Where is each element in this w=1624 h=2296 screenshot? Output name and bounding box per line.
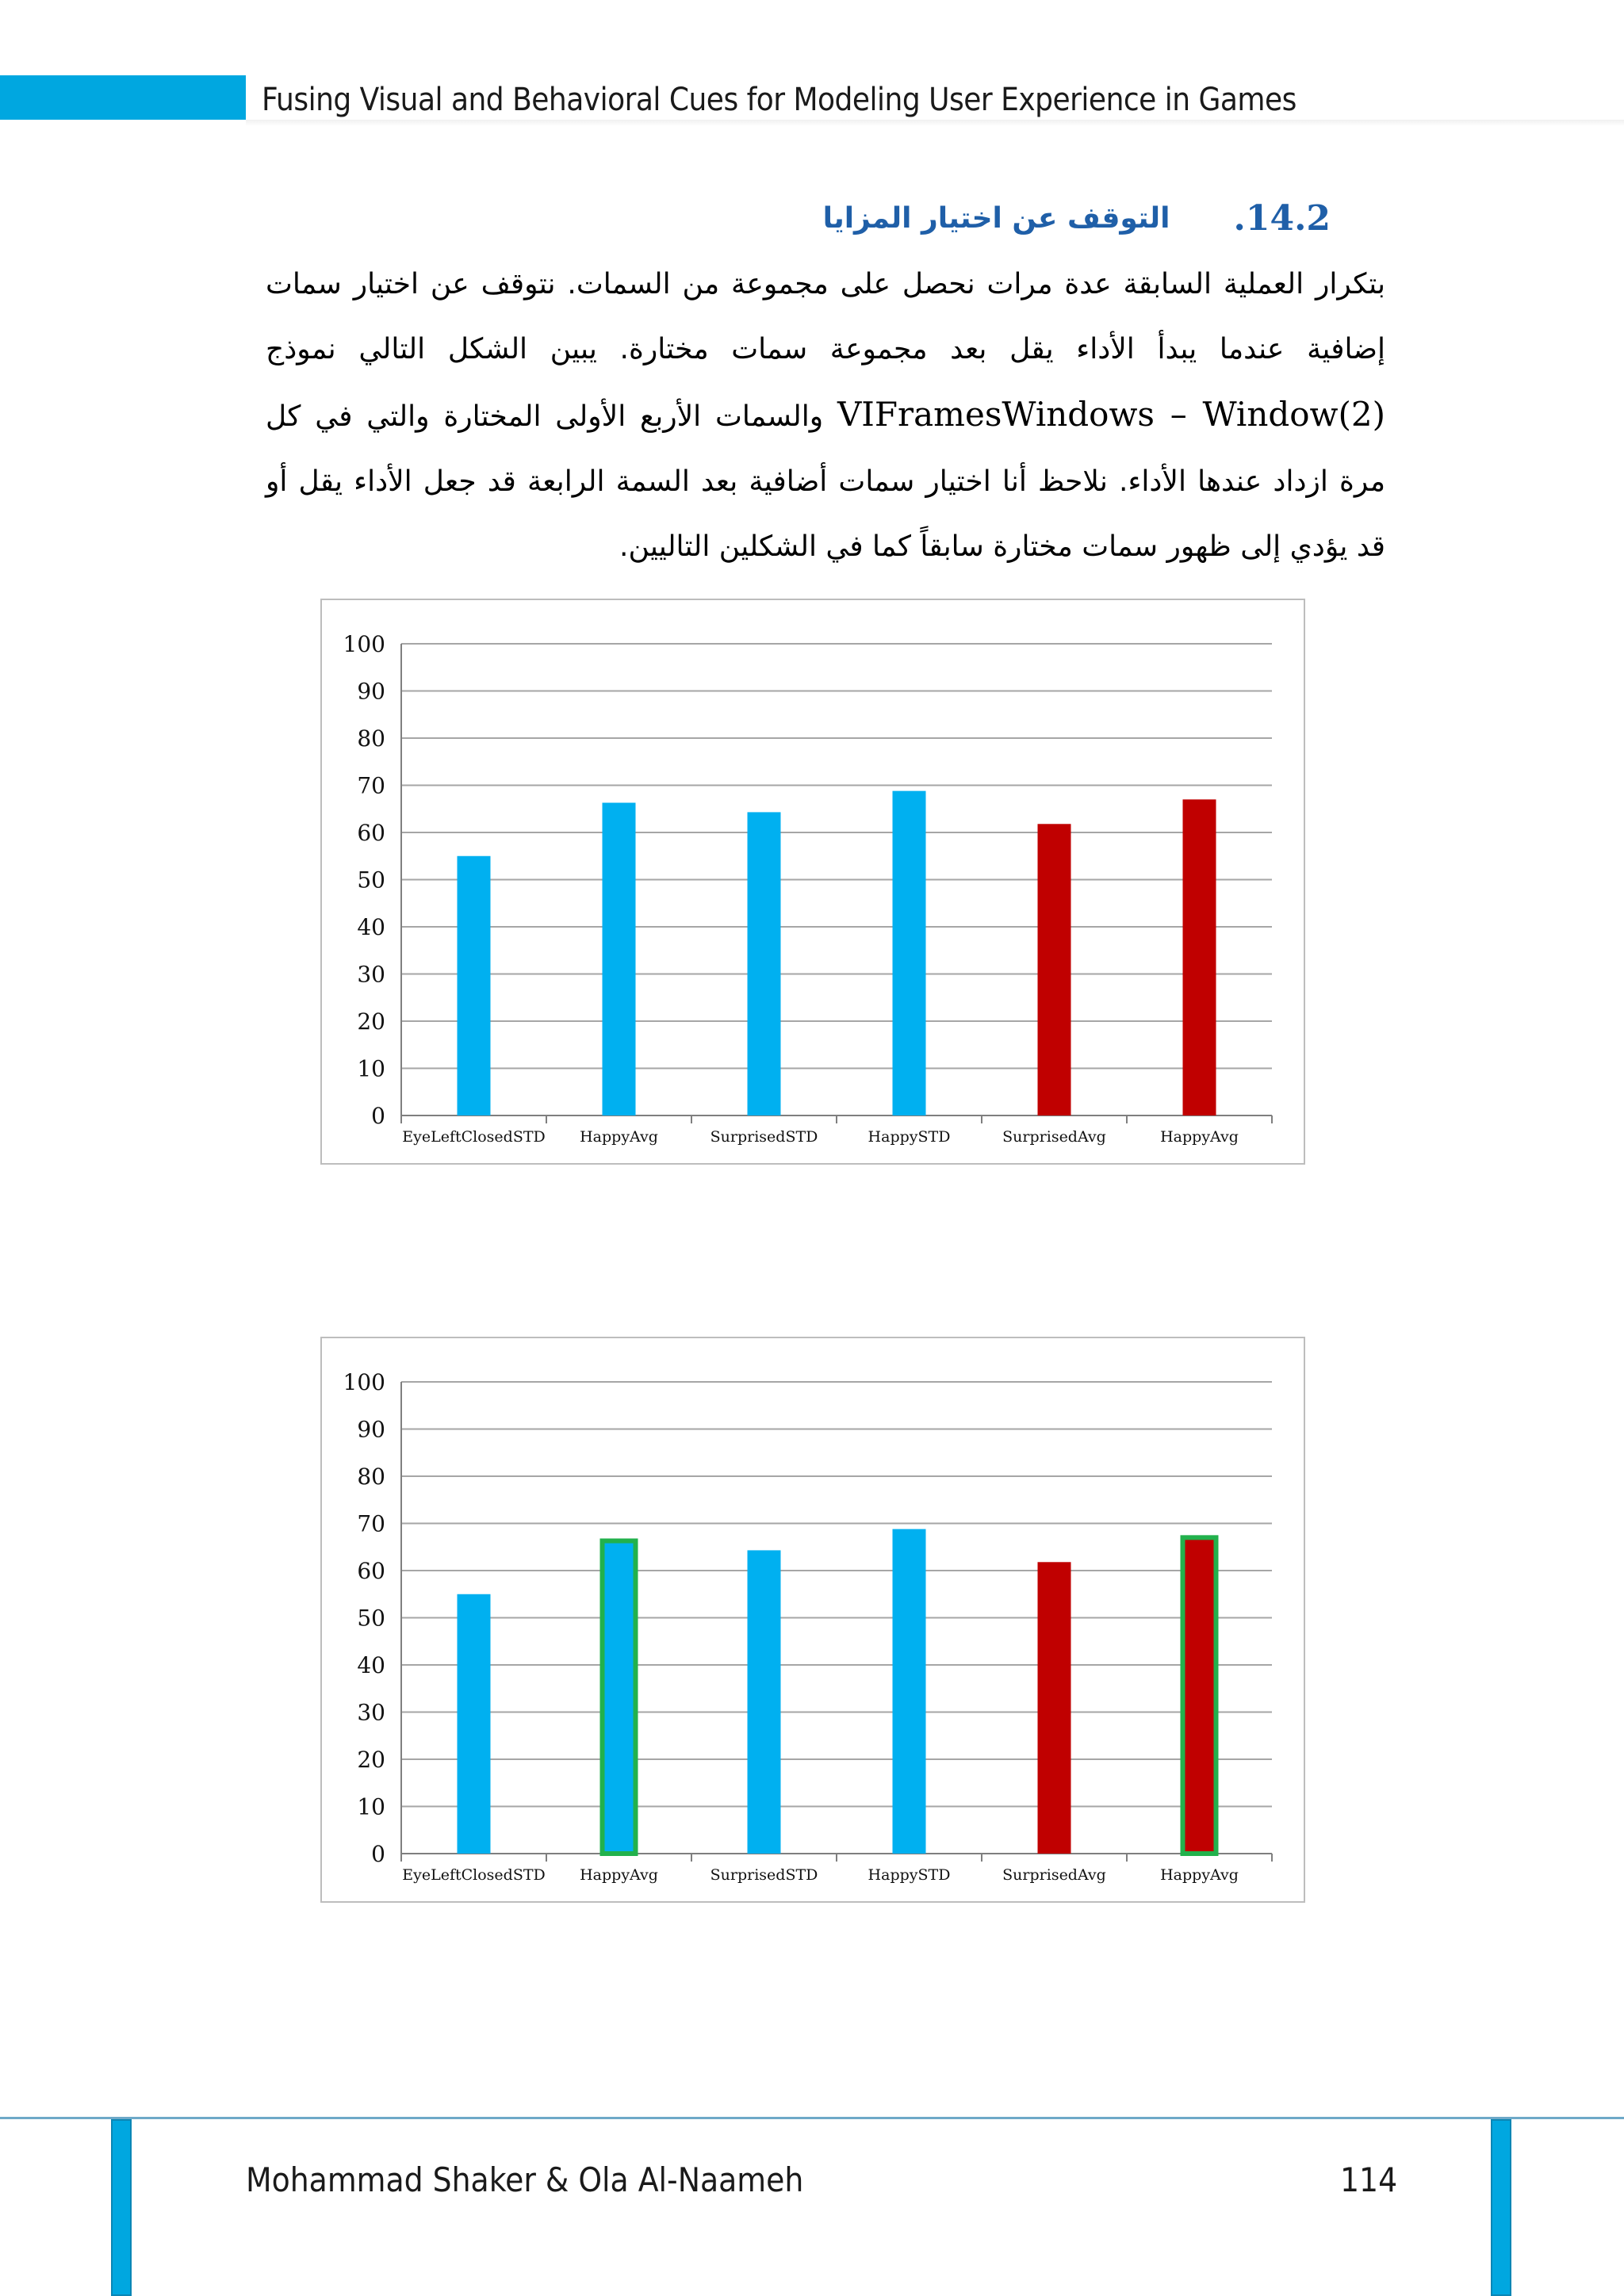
bar [458, 856, 491, 1115]
y-tick-label: 100 [343, 631, 385, 657]
x-tick-label: HappyAvg [1160, 1128, 1239, 1146]
x-tick-label: SurprisedSTD [710, 1128, 818, 1146]
x-tick-label: SurprisedSTD [710, 1866, 818, 1884]
y-tick-label: 0 [371, 1103, 385, 1129]
paragraph-part-2: والسمات الأربع الأولى المختارة والتي في كل مرة ازداد عندها الأداء. نلاحظ أنا اختيار سمات أضافية بعد السمة الرابعة قد جعل الأداء يقل أو قد يؤدي إلى ظهور سمات مختارة سابقاً كما في الشكلين التاليين. [266, 400, 1385, 563]
y-tick-label: 20 [357, 1747, 385, 1773]
y-tick-label: 40 [357, 1652, 385, 1678]
x-tick-label: EyeLeftClosedSTD [402, 1866, 546, 1884]
highlighted-bar [1183, 1537, 1216, 1854]
y-tick-label: 30 [357, 1699, 385, 1726]
page-number: 114 [1340, 2160, 1398, 2199]
y-tick-label: 90 [357, 678, 385, 705]
y-tick-label: 60 [357, 820, 385, 846]
bar [748, 812, 781, 1115]
bar [603, 803, 636, 1115]
bar-chart-1 [322, 600, 1304, 1163]
bar [1183, 799, 1216, 1115]
figure-chart-1 [320, 599, 1305, 1165]
y-tick-label: 30 [357, 961, 385, 988]
section-title: التوقف عن اختيار المزايا [822, 201, 1170, 235]
section-number: .14.2 [1233, 197, 1331, 239]
bar-chart-2 [322, 1338, 1304, 1901]
y-tick-label: 0 [371, 1841, 385, 1867]
bar [893, 1529, 926, 1854]
y-tick-label: 80 [357, 1464, 385, 1490]
model-name: VIFramesWindows – Window(2) [837, 395, 1385, 434]
footer-rule [0, 2117, 1624, 2119]
footer-stripe-right [1491, 2119, 1511, 2296]
paragraph-part-1: بتكرار العملية السابقة عدة مرات نحصل على مجموعة من السمات. نتوقف عن اختيار سمات إضافية عندما يبدأ الأداء يقل بعد مجموعة سمات مختارة. يبين الشكل التالي نموذج [266, 268, 1385, 365]
x-tick-label: EyeLeftClosedSTD [402, 1128, 546, 1146]
x-tick-label: HappySTD [868, 1128, 951, 1146]
y-tick-label: 100 [343, 1369, 385, 1395]
x-tick-label: HappyAvg [580, 1128, 658, 1146]
section-heading [823, 194, 1331, 242]
y-tick-label: 20 [357, 1008, 385, 1035]
bar [1038, 824, 1071, 1115]
y-tick-label: 70 [357, 1510, 385, 1537]
footer-stripe-left [111, 2119, 132, 2296]
y-tick-label: 10 [357, 1793, 385, 1820]
figure-chart-2 [320, 1337, 1305, 1903]
bar [893, 791, 926, 1115]
footer-authors: Mohammad Shaker & Ola Al-Naameh [246, 2160, 804, 2199]
y-tick-label: 80 [357, 725, 385, 752]
y-tick-label: 90 [357, 1416, 385, 1443]
y-tick-label: 50 [357, 867, 385, 894]
x-tick-label: SurprisedAvg [1002, 1866, 1106, 1884]
bar [1038, 1562, 1071, 1854]
body-paragraph [266, 252, 1385, 580]
x-tick-label: HappyAvg [580, 1866, 658, 1884]
header-shade [246, 120, 1624, 126]
highlighted-bar [603, 1541, 636, 1854]
y-tick-label: 10 [357, 1055, 385, 1082]
bar [458, 1594, 491, 1854]
running-header-title: Fusing Visual and Behavioral Cues for Modeling User Experience in Games [262, 82, 1297, 118]
x-tick-label: HappySTD [868, 1866, 951, 1884]
x-tick-label: SurprisedAvg [1002, 1128, 1106, 1146]
header-accent-bar [0, 75, 246, 120]
y-tick-label: 50 [357, 1605, 385, 1632]
y-tick-label: 60 [357, 1558, 385, 1584]
y-tick-label: 40 [357, 914, 385, 940]
x-tick-label: HappyAvg [1160, 1866, 1239, 1884]
bar [748, 1550, 781, 1854]
y-tick-label: 70 [357, 772, 385, 799]
